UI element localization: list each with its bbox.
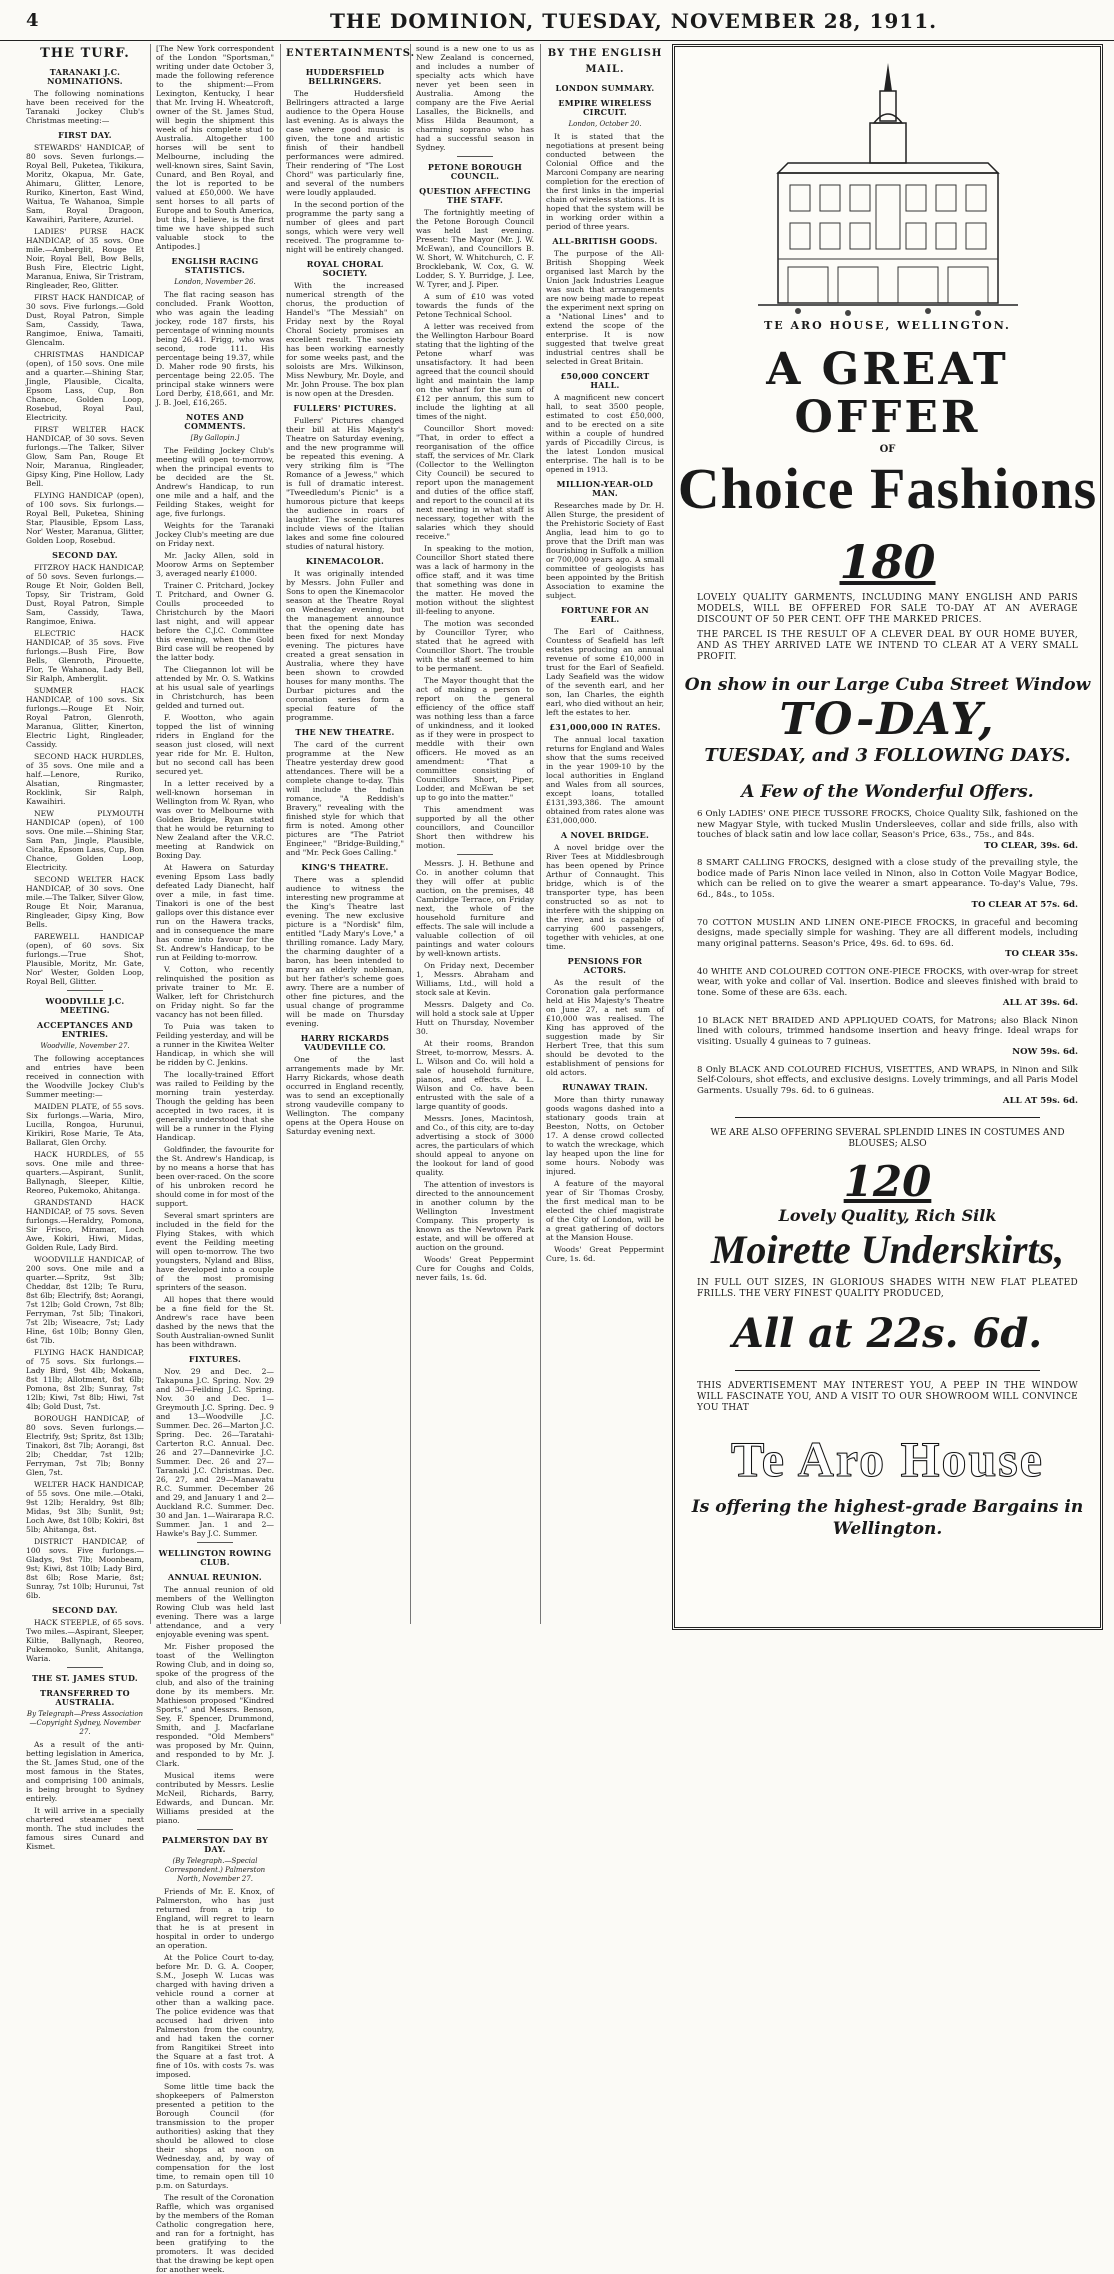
paragraph: WELTER HACK HANDICAP, of 55 sovs. One mile.—Otaki, 9st 12lb; Heraldry, 9st 8lb; Midas, 9st 3lb; Sunlit, 9st; Loch Awe, 8st 10lb; Kokiri, 8st 5lb; Ahitanga, 8st. (26, 1480, 144, 1534)
paragraph: FITZROY HACK HANDICAP, of 50 sovs. Seven furlongs.—Rouge Et Noir, Golden Bell, Topsy, Sir Tristram, Gold Dust, Royal Patron, Simple Sam, Cassidy, Tawa, Rangimoe, Eniwa. (26, 563, 144, 626)
paragraph: The annual local taxation returns for England and Wales show that the sums received in the year 1909-10 by the local authorities in England and Wales from all sources, except loans, totalled £131,393,386. The amount obtained from rates alone was £31,000,000. (546, 735, 664, 825)
paragraph: Woods' Great Peppermint Cure for Coughs and Colds, never fails, 1s. 6d. (416, 1255, 534, 1282)
paragraph: The motion was seconded by Councillor Tyrer, who stated that he agreed with Councillor Short. The trouble with the staff seemed to him to be permanent. (416, 619, 534, 673)
heading-kings-theatre: KING'S THEATRE. (301, 862, 389, 872)
paragraph: All hopes that there would be a fine field for the St. Andrew's race have been dashed by the news that the South Australian-owned Sunlit has been withdrawn. (156, 1295, 274, 1349)
paragraph: Musical items were contributed by Messrs. Leslie McNeil, Richards, Barry, Edwards, and Duncan. Mr. Williams presided at the piano. (156, 1771, 274, 1825)
paragraph: WOODVILLE HANDICAP, of 200 sovs. One mile and a quarter.—Spritz, 9st 3lb; Cheddar, 8st 12lb; Te Ruru, 8st 6lb; Electrify, 8st; Aorangi, 7st 12lb; Gold Crown, 7st 8lb; Ferryman, 7st 5lb; Tinakori, 7st 2lb; Wiseacre, 7st; Lady Hine, 6st 10lb; Bonny Glen, 6st 7lb. (26, 1255, 144, 1345)
paragraph: A feature of the mayoral year of Sir Thomas Crosby, the first medical man to be elected the chief magistrate of the City of London, will be a great gathering of doctors at the Mansion House. (546, 1179, 664, 1242)
heading-choral-society: ROYAL CHORAL SOCIETY. (306, 259, 384, 278)
paragraph: HACK STEEPLE, of 65 sovs. Two miles.—Aspirant, Sleeper, Kiltie, Ballynagh, Reoreo, Pukemoko, Sunlit, Ahitanga, Waria. (26, 1618, 144, 1663)
paragraph: FLYING HACK HANDICAP, of 75 sovs. Six furlongs.—Lady Bird, 9st 4lb; Mokana, 8st 11lb; Allotment, 8st 6lb; Pomona, 8st 2lb; Sunray, 7st 12lb; Kiwi, 7st 8lb; Hiwi, 7st 4lb; Gold Dust, 7st. (26, 1348, 144, 1411)
offer-item: 6 Only LADIES' ONE PIECE TUSSORE FROCKS, Choice Quality Silk, fashioned on the new Magyar Style, with tucked Muslin Undersleeves, collar and side frills, also with touches of black satin and low lace collar, Season's Price, 63s., 75s., and 84s. TO CLEAR, 39s. 6d. (697, 809, 1078, 851)
heading-question: QUESTION AFFECTING THE STAFF. (419, 186, 531, 205)
paragraph: DISTRICT HANDICAP, of 100 sovs. Five furlongs.—Gladys, 9st 7lb; Moonbeam, 9st; Kiwi, 8st 10lb; Lady Bird, 8st 6lb; Rose Marie, 8st; Sunray, 7st 10lb; Hurunui, 7st 6lb. (26, 1537, 144, 1600)
column-rule (280, 44, 281, 1624)
paragraph: Researches made by Dr. H. Allen Sturge, the president of the Prehistoric Society of East Anglia, lead him to go to prove that the Drift man was flourishing in Suffolk a million or 700,000 years ago. A small committee of geologists has been appointed by the British Association to examine the subject. (546, 501, 664, 600)
paragraph: Several smart sprinters are included in the field for the Flying Stakes, with which event the Feilding meeting will open to-morrow. The two youngsters, Nyland and Bliss, have developed into a couple of the most promising sprinters of the season. (156, 1211, 274, 1292)
section-title-english-mail: BY THE ENGLISH MAIL. (547, 48, 663, 75)
paragraph: With the increased numerical strength of the chorus, the production of Handel's "The Messiah" on Friday next by the Royal Choral Society promises an excellent result. The society has been working earnestly for some weeks past, and the soloists are Mrs. Wilkinson, Miss Newbury, Mr. Doyle, and Mr. John Prouse. The box plan is now open at the Dresden. (286, 281, 404, 398)
headline-great-offer: A GREAT OFFER (766, 344, 1009, 443)
heading-second-day: SECOND DAY. (52, 550, 118, 560)
few-offers-heading: A Few of the Wonderful Offers. (741, 782, 1034, 802)
paragraph: SECOND WELTER HACK HANDICAP, of 30 sovs. One mile.—The Talker, Silver Glow, Rouge Et Noir, Maranua, Ringleader, Gipsy King, Bow Bells. (26, 875, 144, 929)
divider (457, 854, 492, 855)
paragraph: Councillor Short moved: "That, in order to effect a reorganisation of the office staff, the services of Mr. Clark (Collector to the Wellington City Council) be secured to report upon the management and duties of the office staff, and report to the council at its next meeting in what staff is necessary, together with the salaries which they should receive." (416, 424, 534, 541)
dateline: Woodville, November 27. (40, 1042, 130, 1050)
paragraph: At Hawera on Saturday evening Epsom Lass badly defeated Lady Dianecht, half over a mile, in fast time. Tinakori is one of the best gallops over this distance ever run on the Hawera tracks, and in consequence the mare has come into favour for the St. Andrew's Handicap, to be run at Feilding to-morrow. (156, 863, 274, 962)
heading-london-summary: LONDON SUMMARY. (555, 83, 655, 93)
paragraph: The Earl of Caithness, Countess of Seafield has left estates producing an annual revenue of some £10,000 in trust for the Earl of Seafield. Lady Seafield was the widow of the seventh earl, and her son, Ian Charles, the eighth earl, who died without an heir, left the estates to her. (546, 627, 664, 717)
heading-st-james: THE ST. JAMES STUD. (31, 1673, 139, 1683)
paragraph: To Puia was taken to Feilding yesterday, and will be a runner in the Kiwitea Welter Handicap, in which she will be ridden by C. Jenkins. (156, 1022, 274, 1067)
divider (67, 990, 102, 991)
paragraph: The annual reunion of old members of the Wellington Rowing Club was held last evening. There was a large attendance, and a very enjoyable evening was spent. (156, 1585, 274, 1639)
paragraph: [The New York correspondent of the London "Sportsman," writing under date October 3, made the following reference to the shipment:—From Lexington, Kentucky, I hear that Mr. Irving H. Wheatcroft, owner of the St. James Stud, will begin the shipment this week of his complete stud to Australia. Altogether 100 horses will be sent to Melbourne, including the well-known sires, Saint Savin, Cunard, and Ben Royal, and the lot is reported to be valued at £50,000. We have sent horses to all parts of Europe and to South America, but this, I believe, is the first time we have shipped such valuable stock to the Antipodes.] (156, 44, 274, 251)
paragraph: Some little time back the shopkeepers of Palmerston presented a petition to the Borough Council (for transmission to the proper authorities) asking that they should be allowed to close their shops at noon on Wednesday, and, by way of compensation for the lost time, to remain open till 10 p.m. on Saturdays. (156, 2082, 274, 2190)
dateline: By Telegraph—Press Association—Copyright Sydney, November 27. (26, 1710, 144, 1736)
dateline: London, November 26. (174, 278, 256, 286)
te-aro-house-advertisement (672, 44, 1103, 1630)
divider (67, 1667, 102, 1668)
paragraph: BOROUGH HANDICAP, of 80 sovs. Seven furlongs.—Electrify, 9st; Spritz, 8st 13lb; Tinakori, 8st 7lb; Aorangi, 8st 2lb; Cheddar, 7st 12lb; Ferryman, 7st 7lb; Bonny Glen, 7st. (26, 1414, 144, 1477)
paragraph: Messrs. J. H. Bethune and Co. in another column that they will offer at public auction, on the premises, 48 Cambridge Terrace, on Friday next, the whole of the household furniture and effects. The sale will include a valuable collection of oil paintings and water colours by well-known artists. (416, 859, 534, 958)
newspaper-title: THE DOMINION, TUESDAY, NOVEMBER 28, 1911. (330, 9, 938, 33)
brand-te-aro-house: Te Aro House (731, 1430, 1044, 1487)
heading-wireless: EMPIRE WIRELESS CIRCUIT. (558, 98, 652, 117)
paragraph: V. Cotton, who recently relinquished the position as private trainer to Mr. E. Walker, left for Christchurch on Friday night. So far the vacancy has not been filled. (156, 965, 274, 1019)
paragraph: CHRISTMAS HANDICAP (open), of 150 sovs. One mile and a quarter.—Shining Star, Jingle, Plausible, Cicalta, Epsom Lass, Cup, Bon Chance, Golden Loop, Rosebud, Royal Paul, Electricity. (26, 350, 144, 422)
paragraph: A sum of £10 was voted towards the funds of the Petone Technical School. (416, 292, 534, 319)
column-english-mail (546, 44, 664, 1624)
paragraph: FIRST WELTER HACK HANDICAP, of 30 sovs. Seven furlongs.—The Talker, Silver Glow, Sam Pan, Rouge Et Noir, Maranua, Ringleader, Gipsy King, Pine Hollow, Lady Bell. (26, 425, 144, 488)
heading-pensions: PENSIONS FOR ACTORS. (567, 956, 643, 975)
heading-reunion: ANNUAL REUNION. (167, 1572, 262, 1582)
offer-description: LOVELY QUALITY GARMENTS, INCLUDING MANY ENGLISH AND PARIS MODELS, WILL BE OFFERED FOR SALE TO-DAY AT AN AVERAGE DISCOUNT OF 50 PER CENT. OFF THE MARKED PRICES. (697, 593, 1078, 625)
paragraph: This amendment was supported by all the other councillors, and Councillor Short then withdrew his motion. (416, 805, 534, 850)
paragraph: MAIDEN PLATE, of 55 sovs. Six furlongs.—Waria, Miro, Lucilla, Rongoa, Hurunui, Kirikiri, Rose Marie, Te Ata, Ballarat, Glen Orchy. (26, 1102, 144, 1147)
paragraph: LADIES' PURSE HACK HANDICAP, of 35 sovs. One mile.—Amberglit, Rouge Et Noir, Royal Bell, Bow Bells, Bush Fire, Electric Light, Maranua, Eniwa, Sir Tristram, Ringleader, Reo, Glitter. (26, 227, 144, 290)
closing-note: THIS ADVERTISEMENT MAY INTEREST YOU, A PEEP IN THE WINDOW WILL FASCINATE YOU, AND A VISIT TO OUR SHOWROOM WILL CONVINCE YOU THAT (697, 1380, 1078, 1413)
heading-first-day: FIRST DAY. (58, 130, 112, 140)
paragraph: GRANDSTAND HACK HANDICAP, of 75 sovs. Seven furlongs.—Heraldry, Pomona, Sir Frisco, Miramar, Loch Awe, Kokiri, Hiwi, Midas, Golden Rule, Lady Bird. (26, 1198, 144, 1252)
dateline: London, October 20. (568, 120, 642, 128)
paragraph: ELECTRIC HACK HANDICAP, of 35 sovs. Five furlongs.—Bush Fire, Bow Bells, Glenroth, Pirouette, Flor, Te Wahanoa, Lady Bell, Sir Ralph, Amberglit. (26, 629, 144, 683)
heading-second-day-2: SECOND DAY. (52, 1605, 118, 1615)
paragraph: The fortnightly meeting of the Petone Borough Council was held last evening. Present: The Mayor (Mr. J. W. McEwan), and Councillors B. W. Short, W. Whitchurch, C. F. Brocklebank, W. Cox, G. W. Lodder, S. Y. Burridge, J. Lee, W. Tyrer, and J. Piper. (416, 208, 534, 289)
paragraph: As the result of the Coronation gala performance held at His Majesty's Theatre on June 27, a net sum of £10,000 was realised. The King has approved of the suggestion made by Sir Herbert Tree, that this sum should be devoted to the establishment of pensions for old actors. (546, 978, 664, 1077)
days-line: TUESDAY, and 3 FOLLOWING DAYS. (704, 745, 1071, 766)
heading-bellringers: HUDDERSFIELD BELLRINGERS. (305, 67, 385, 86)
heading-kinemacolor: KINEMACOLOR. (305, 556, 385, 566)
paragraph: Messrs. Jones, Macintosh, and Co., of this city, are to-day advertising a stock of 3000 acres, the particulars of which should appeal to anyone on the lookout for land of good quality. (416, 1114, 534, 1177)
underskirt-count: 120 (843, 1156, 932, 1206)
divider (457, 156, 492, 157)
heading-notes-comments: NOTES AND COMMENTS. (184, 412, 246, 431)
tagline: Is offering the highest-grade Bargains in Wellington. (691, 1496, 1084, 1539)
column-petone (416, 44, 534, 1624)
lovely-quality-line: Lovely Quality, Rich Silk (778, 1205, 997, 1225)
paragraph: Trainer C. Pritchard, Jockey T. Pritchard, and Owner G. Coulls proceeded to Christchurch by the Maori last night, and will appear before the C.J.C. Committee this evening, when the Gold Bird case will be reopened by the latter body. (156, 581, 274, 662)
paragraph: Messrs. Dalgety and Co. will hold a stock sale at Upper Hutt on Thursday, November 30. (416, 1000, 534, 1036)
paragraph: A novel bridge over the River Tees at Middlesbrough has been opened by Prince Arthur of Connaught. This bridge, which is of the transporter type, has been constructed so as not to interfere with the shipping on the river, and is capable of carrying 600 passengers, together with vehicles, at one time. (546, 843, 664, 951)
paragraph: SUMMER HACK HANDICAP, of 100 sovs. Six furlongs.—Rouge Et Noir, Royal Patron, Glenroth, Maranua, Glitter, Kinerton, Electric Light, Ringleader, Cassidy. (26, 686, 144, 749)
heading-english-racing: ENGLISH RACING STATISTICS. (171, 256, 259, 275)
paragraph: At their rooms, Brandon Street, to-morrow, Messrs. A. L. Wilson and Co. will hold a sale of household furniture, pianos, and effects. A. L. Wilson and Co. have been entrusted with the sale of a large quantity of goods. (416, 1039, 534, 1111)
column-rule (540, 44, 541, 1624)
paragraph: The Feilding Jockey Club's meeting will open to-morrow, when the principal events to be decided are the St. Andrew's Handicap, to run one mile and a half, and the Feilding Stakes, weight for age, five furlongs. (156, 446, 274, 518)
section-title-turf: THE TURF. (40, 46, 130, 61)
paragraph: FIRST HACK HANDICAP, of 30 sovs. Five furlongs.—Gold Dust, Royal Patron, Simple Sam, Cassidy, Tawa, Rangimoe, Eniwa, Tamaiti, Glencalm. (26, 293, 144, 347)
paragraph: SECOND HACK HURDLES, of 35 sovs. One mile and a half.—Lenore, Ruriko, Alsatian, Ringmaster, Rocklink, Sir Ralph, Kawaihiri. (26, 752, 144, 806)
paragraph: FAREWELL HANDICAP (open), of 60 sovs. Six furlongs.—True Shot, Plausible, Moritz, Mr. Gate, Nor' Wester, Golden Loop, Royal Bell, Glitter. (26, 932, 144, 986)
heading-new-theatre: THE NEW THEATRE. (295, 727, 395, 737)
underskirt-description: IN FULL OUT SIZES, IN GLORIOUS SHADES WITH NEW FLAT PLEATED FRILLS. THE VERY FINEST QUALITY PRODUCED, (697, 1277, 1078, 1299)
divider (197, 1542, 232, 1543)
underskirt-price: All at 22s. 6d. (732, 1309, 1043, 1357)
heading-petone: PETONE BOROUGH COUNCIL. (427, 162, 523, 181)
also-offering: WE ARE ALSO OFFERING SEVERAL SPLENDID LINES IN COSTUMES AND BLOUSES; ALSO (710, 1127, 1065, 1149)
paragraph: The Mayor thought that the act of making a person to report on the general efficiency of the office staff was nothing less than a farce of unkindness, and it looked as if they were in prospect to meddle with their own officers. He moved as an amendment: "That a committee consisting of Councillors Short, Piper, Lodder, and McEwan be set up to go into the matter." (416, 676, 534, 802)
column-entertainments (286, 44, 416, 1624)
headline-of: OF (879, 444, 896, 455)
offer-note: THE PARCEL IS THE RESULT OF A CLEVER DEAL BY OUR HOME BUYER, AND AS THEY ARRIVED LATE WE INTEND TO CLEAR AT A VERY SMALL PROFIT. (697, 630, 1078, 662)
paragraph: It was originally intended by Messrs. John Fuller and Sons to open the Kinemacolor season at the Theatre Royal on Wednesday evening, but the management announce that the opening date has been fixed for next Monday evening. The pictures have created a great sensation in Australia, where they have been shown to crowded houses for many months. The Durbar pictures and the coronation series form a special feature of the programme. (286, 569, 404, 722)
paragraph: More than thirty runaway goods wagons dashed into a stationary goods train at Beeston, Notts, on October 17. A dense crowd collected to watch the wreckage, which lay heaped upon the line for some hours. Nobody was injured. (546, 1095, 664, 1176)
paragraph: There was a splendid audience to witness the interesting new programme at the King's Theatre last evening. The new exclusive picture is a "Nordisk" film, entitled "Lady Mary's Love," a thrilling romance. Lady Mary, the charming daughter of a baron, has been intended to marry an elderly nobleman, but her father's scheme goes awry. There are a number of other fine pictures, and the usual change of programme will be made on Thursday evening. (286, 875, 404, 1028)
paragraph: Mr. Fisher proposed the toast of the Wellington Rowing Club, and in doing so, spoke of the progress of the club, and also of the training done by its members. Mr. Mathieson proposed "Kindred Sports," and Messrs. Benson, Sey, F. Spencer, Drummond, Smith, and J. Macfarlane responded. "Old Members" was proposed by Mr. Quinn, and responded to by Mr. J. Clark. (156, 1642, 274, 1768)
column-turf (26, 44, 144, 1851)
paragraph: In a letter received by a well-known horseman in Wellington from W. Ryan, who was over to Melbourne with Golden Bridge, Ryan stated that he would be returning to New Zealand after the V.R.C. meeting at Randwick on Boxing Day. (156, 779, 274, 860)
offer-item: 10 BLACK NET BRAIDED AND APPLIQUED COATS, for Matrons; also Black Ninon lined with colours, trimmed handsome insertion and heavy fringe. Ideal wraps for visiting. Usually 4 guineas to 7 guineas. NOW 59s. 6d. (697, 1015, 1078, 1057)
building-illustration-icon (758, 53, 1018, 323)
heading-acceptances: ACCEPTANCES AND ENTRIES. (36, 1020, 134, 1039)
masthead (0, 0, 1114, 41)
garment-count: 180 (839, 535, 936, 589)
paragraph: It will arrive in a specially chartered steamer next month. The stud includes the famous sires Cunard and Kismet. (26, 1806, 144, 1851)
column-racing-notes (156, 44, 274, 2274)
paragraph: Woods' Great Peppermint Cure, 1s. 6d. (546, 1245, 664, 1263)
dateline: (By Telegraph.—Special Correspondent.) Palmerston North, November 27. (164, 1857, 266, 1883)
heading-fullers: FULLERS' PICTURES. (293, 403, 397, 413)
section-title-entertainments: ENTERTAINMENTS. (286, 48, 416, 59)
paragraph: The following nominations have been received for the Taranaki Jockey Club's Christmas meeting:— (26, 89, 144, 125)
paragraph: The result of the Coronation Raffle, which was organised by the members of the Roman Catholic congregation here, and ran for a fortnight, has been gratifying to the promoters. It was decided that the drawing be kept open for another week. (156, 2193, 274, 2274)
heading-fortune: FORTUNE FOR AN EARL. (560, 605, 650, 624)
byline: [By Gallopin.] (190, 434, 240, 442)
paragraph: The following acceptances and entries have been received in connection with the Woodville Jockey Club's Summer meeting:— (26, 1054, 144, 1099)
heading-transfer: TRANSFERRED TO AUSTRALIA. (40, 1688, 130, 1707)
paragraph: It is stated that the negotiations at present being conducted between the Colonial Office and the Marconi Company are nearing completion for the erection of the first links in the imperial chain of wireless stations. It is hoped that the system will be in working order within a period of three years. (546, 132, 664, 231)
heading-novel-bridge: A NOVEL BRIDGE. (560, 830, 650, 840)
heading-all-british: ALL-BRITISH GOODS. (552, 236, 658, 246)
paragraph: A letter was received from the Wellington Harbour Board stating that the lighting of the Petone wharf was unsatisfactory. It had been agreed that the council should light and maintain the lamp on the wharf for the sum of £12 per annum, this sum to include the lighting at all times of the night. (416, 322, 534, 421)
heading-rickards: HARRY RICKARDS VAUDEVILLE CO. (300, 1033, 390, 1052)
column-rule (410, 44, 411, 1624)
paragraph: The purpose of the All-British Shopping Week organised last March by the Union Jack Industries League was such that arrangements are now being made to repeat the experiment next spring on a "National Lines" and to extend the scope of the enterprise. It is now suggested that twelve great industrial centres shall be selected in Great Britain. (546, 249, 664, 366)
moirette-headline: Moirette Underskirts, (710, 1226, 1065, 1272)
column-rule (150, 44, 151, 1624)
paragraph: The locally-trained Effort was railed to Feilding by the morning train yesterday. Though the gelding has been accepted in two races, it is generally understood that she will be a runner in the Flying Handicap. (156, 1070, 274, 1142)
divider (735, 1370, 1040, 1371)
heading-woodville: WOODVILLE J.C. MEETING. (45, 996, 125, 1015)
paragraph: Friends of Mr. E. Knox, of Palmerston, who has just returned from a trip to England, will regret to learn that he is at present in hospital in order to undergo an operation. (156, 1887, 274, 1950)
illustration-caption: TE ARO HOUSE, WELLINGTON. (764, 319, 1011, 332)
offer-item: 70 COTTON MUSLIN AND LINEN ONE-PIECE FROCKS, in graceful and becoming designs, made specially simple for washing. They are all different models, including many original patterns. Season's Price, 49s. 6d. to 69s. 6d. TO CLEAR 35s. (697, 917, 1078, 959)
paragraph: FLYING HANDICAP (open), of 100 sovs. Six furlongs.—Royal Bell, Puketea, Shining Star, Plausible, Epsom Lass, Nor' Wester, Maranua, Glitter, Golden Loop, Rosebud. (26, 491, 144, 545)
today-headline: TO-DAY, (779, 694, 996, 745)
heading-palmerston: PALMERSTON DAY BY DAY. (161, 1835, 269, 1854)
paragraph: The flat racing season has concluded. Frank Wootton, who was again the leading jockey, rode 187 firsts, his percentage of winning mounts being 26.41. Frigg, who was second, rode 111. His percentage being 19.37, while D. Maher rode 90 firsts, his percentage being 22.05. The principal stake winners were Lord Derby, £18,661, and Mr. J. B. Joel, £16,265. (156, 290, 274, 407)
paragraph: HACK HURDLES, of 55 sovs. One mile and three-quarters.—Aspirant, Sunlit, Ballynagh, Sleeper, Kiltie, Reoreo, Pukemoko, Ahitanga. (26, 1150, 144, 1195)
paragraph: Mr. Jacky Allen, sold in Moorow Arms on September 3, averaged nearly £1000. (156, 551, 274, 578)
paragraph: The Huddersfield Bellringers attracted a large audience to the Opera House last evening. As is always the case where good music is given, the tone and artistic finish of their handbell performances were admired. Their rendering of "The Lost Chord" was particularly fine, and several of the numbers were loudly applauded. (286, 89, 404, 197)
paragraph: In speaking to the motion, Councillor Short stated there was a lack of harmony in the office staff, and it was time that something was done in the matter. He moved the motion without the slightest ill-feeling to anyone. (416, 544, 534, 616)
heading-rowing: WELLINGTON ROWING CLUB. (158, 1548, 272, 1567)
heading-fixtures: FIXTURES. (188, 1354, 242, 1364)
paragraph: F. Wootton, who again topped the list of winning riders in England for the season just closed, will next year ride for Mr. E. Hulton, but no second call has been secured yet. (156, 713, 274, 776)
paragraph: The Cliegannon lot will be attended by Mr. O. S. Watkins at his usual sale of yearlings in Christchurch, has been gelded and turned out. (156, 665, 274, 710)
headline-choice-fashions: Choice Fashions (677, 456, 1098, 521)
heading-rates: £31,000,000 IN RATES. (549, 722, 661, 732)
paragraph: On Friday next, December 1, Messrs. Abraham and Williams, Ltd., will hold a stock sale at Kevin. (416, 961, 534, 997)
paragraph: One of the last arrangements made by Mr. Harry Rickards, whose death occurred in England recently, was to send an exceptionally strong vaudeville company to Wellington. The company opens at the Opera House on Saturday evening next. (286, 1055, 404, 1136)
divider (735, 1117, 1040, 1118)
paragraph: In the second portion of the programme the party sang a number of glees and part songs, which were very well received. The programme to-night will be entirely changed. (286, 200, 404, 254)
paragraph: NEW PLYMOUTH HANDICAP (open), of 100 sovs. One mile.—Shining Star, Sam Pan, Jingle, Plausible, Cicalta, Epsom Lass, Cup, Bon Chance, Golden Loop, Electricity. (26, 809, 144, 872)
heading-runaway-train: RUNAWAY TRAIN. (562, 1082, 648, 1092)
paragraph: A magnificent new concert hall, to seat 3500 people, estimated to cost £50,000, and to be erected on a site within a couple of hundred yards of Piccadilly Circus, is the latest London musical enterprise. The hall is to be opened in 1913. (546, 393, 664, 474)
divider (197, 1829, 232, 1830)
page-number: 4 (26, 10, 39, 31)
paragraph: sound is a new one to us as New Zealand is concerned, and includes a number of specialty acts which have never yet been seen in Australia. Among the company are the Five Aerial Lasalles, the Bicknells, and Miss Hilda Beaumont, a charming soprano who has had a successful season in Sydney. (416, 44, 534, 152)
paragraph: STEWARDS' HANDICAP, of 80 sovs. Seven furlongs.—Royal Bell, Puketea, Tikikura, Moritz, Okapua, Mr. Gate, Ahimaru, Glitter, Lenore, Ruriko, Kinerton, East Wind, Waitua, Te Wahanoa, Simple Sam, Royal Dragoon, Kawaihiri, Paritere, Azuriel. (26, 143, 144, 224)
paragraph: Weights for the Taranaki Jockey Club's meeting are due on Friday next. (156, 521, 274, 548)
paragraph: Fullers' Pictures changed their bill at His Majesty's Theatre on Saturday evening, and the new programme will be repeated this evening. A very striking film is "The Romance of a Jewess," which is full of dramatic interest. "Tweedledum's Picnic" is a humorous picture that keeps the audience in roars of laughter. The scenic pictures include views of the Italian lakes and some fine coloured studies of natural history. (286, 416, 404, 551)
heading-concert-hall: £50,000 CONCERT HALL. (560, 371, 650, 390)
paragraph: As a result of the anti-betting legislation in America, the St. James Stud, one of the most famous in the States, and comprising 100 animals, is being brought to Sydney entirely. (26, 1740, 144, 1803)
heading-taranaki: TARANAKI J.C. NOMINATIONS. (47, 67, 123, 86)
offer-item: 8 Only BLACK AND COLOURED FICHUS, VISETTES, AND WRAPS, in Ninon and Silk Self-Colours, shot effects, and exclusive designs. Lovely trimmings, and all Paris Model Garments. Usually 79s. 6d. to 6 guineas. ALL AT 59s. 6d. (697, 1064, 1078, 1106)
offer-item: 40 WHITE AND COLOURED COTTON ONE-PIECE FROCKS, with over-wrap for street wear, with yoke and collar of Val. insertion. Bodice and sleeves finished with braid to tone. Some of these are 63s. each. ALL AT 39s. 6d. (697, 966, 1078, 1008)
paragraph: Goldfinder, the favourite for the St. Andrew's Handicap, is by no means a horse that has been over-raced. On the score of his unbroken record he should come in for most of the support. (156, 1145, 274, 1208)
on-show-line: On show in our Large Cuba Street Window (684, 675, 1091, 695)
paragraph: The attention of investors is directed to the announcement in another column by the Wellington Investment Company. This property is known as the Newtown Park estate, and will be offered at auction on the ground. (416, 1180, 534, 1252)
paragraph: Nov. 29 and Dec. 2—Takapuna J.C. Spring. Nov. 29 and 30—Feilding J.C. Spring. Nov. 30 and Dec. 1—Greymouth J.C. Spring. Dec. 9 and 13—Woodville J.C. Summer. Dec. 26—Marton J.C. Spring. Dec. 26—Taratahi-Carterton R.C. Annual. Dec. 26 and 27—Dannevirke J.C. Summer. Dec. 26 and 27—Taranaki J.C. Christmas. Dec. 26, 27, and 29—Manawatu R.C. Summer. December 26 and 29, and January 1 and 2—Auckland R.C. Summer. Dec. 30 and Jan. 1—Wairarapa R.C. Summer. Jan. 1 and 2—Hawke's Bay J.C. Summer. (156, 1367, 274, 1538)
heading-million-year: MILLION-YEAR-OLD MAN. (556, 479, 654, 498)
paragraph: The card of the current programme at the New Theatre yesterday drew good attendances. There will be a complete change to-day. This will include the Indian romance, "A Reddish's Bravery," revealing with the finished style for which that firm is noted. Among other pictures are "The Patriot Engineer," "Bridge-Building," and "Mr. Peck Goes Calling." (286, 740, 404, 857)
paragraph: At the Police Court to-day, before Mr. D. G. A. Cooper, S.M., Joseph W. Lucas was charged with having driven a vehicle round a corner at other than a walking pace. The police evidence was that accused had driven into Palmerston from the country, and had taken the corner from Rangitikei Street into the Square at a fast trot. A fine of 10s. with costs 7s. was imposed. (156, 1953, 274, 2079)
offer-item: 8 SMART CALLING FROCKS, designed with a close study of the prevailing style, the bodice made of Paris Ninon lace veiled in Ninon, also in Cotton Voile Magyar Bodice, which can be relied on to give the wearer a smart appearance. To-day's Value, 79s. 6d., 84s., to 105s. TO CLEAR AT 57s. 6d. (697, 858, 1078, 910)
